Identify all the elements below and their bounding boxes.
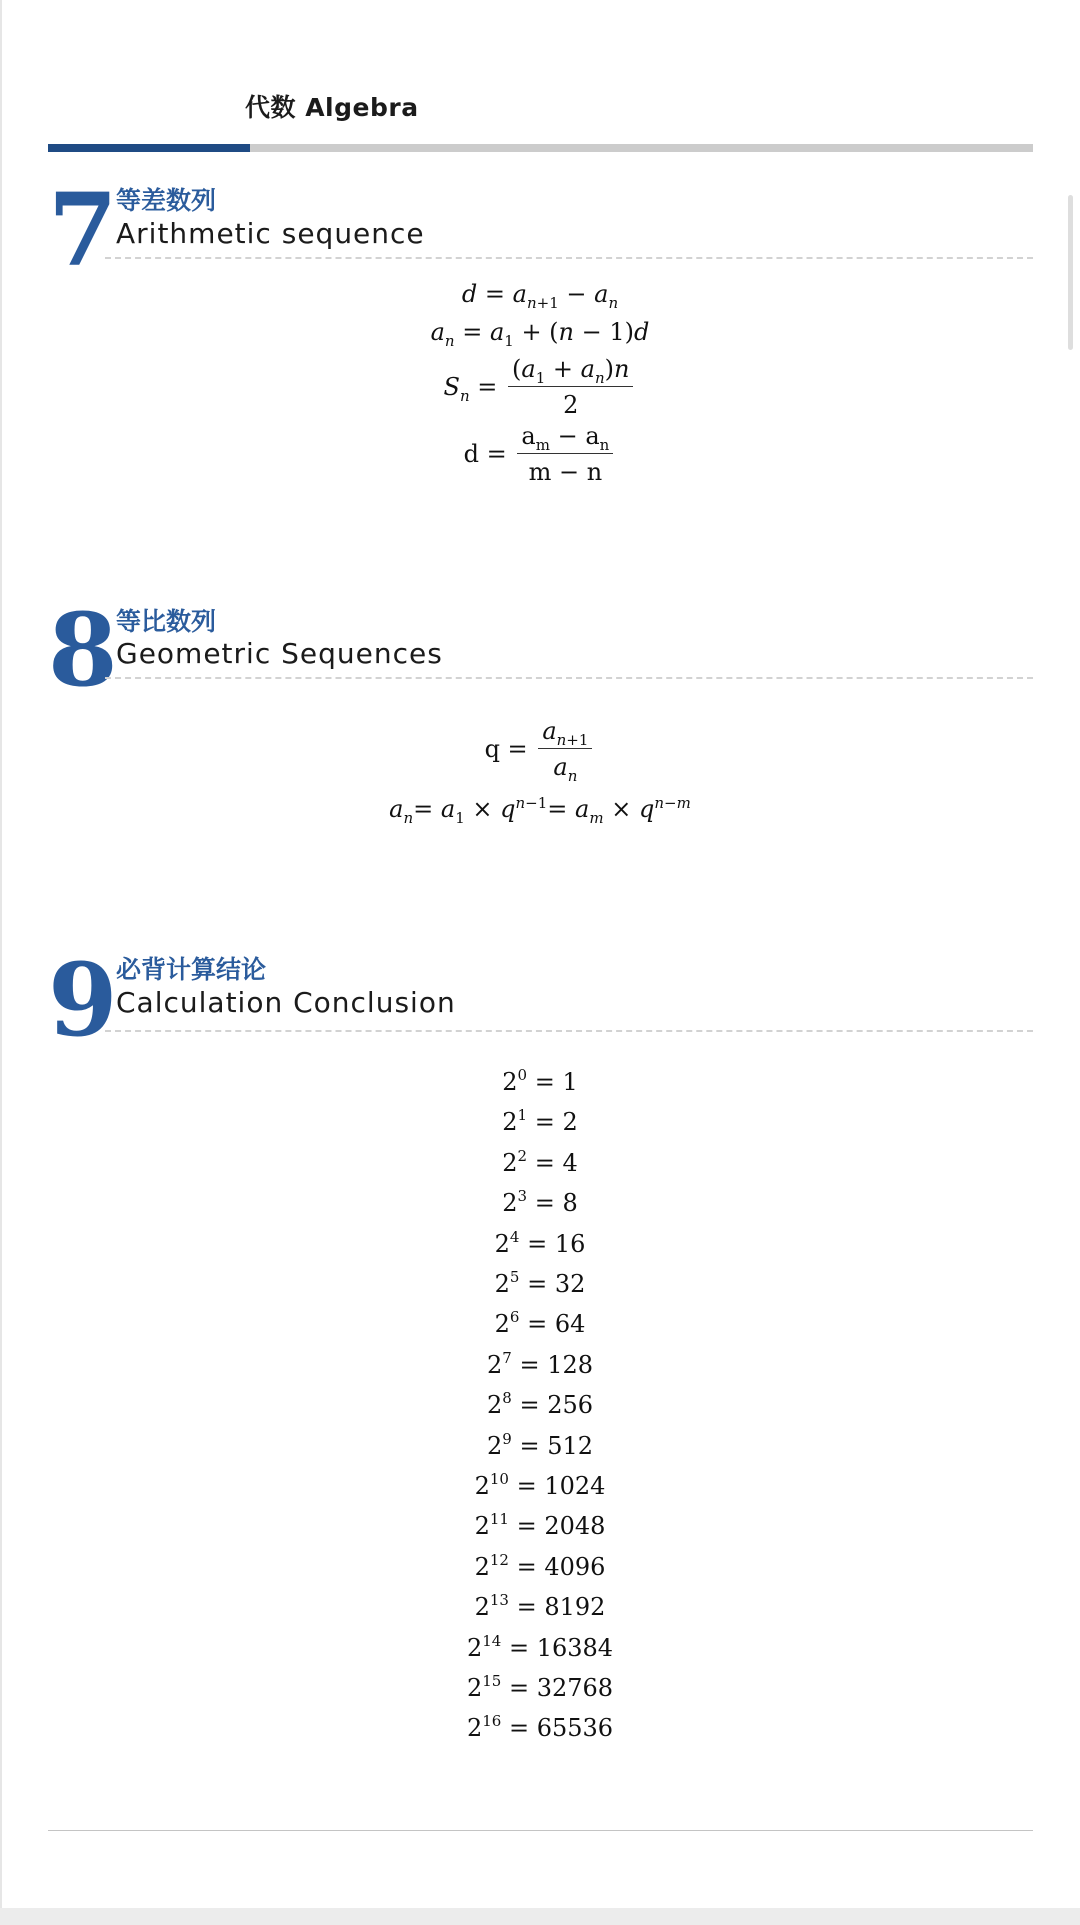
power-value: 4 bbox=[562, 1148, 578, 1177]
equals-sign: = bbox=[501, 1714, 537, 1743]
power-of-two-row bbox=[0, 1631, 1080, 1662]
page-bottom-band bbox=[0, 1908, 1080, 1925]
power-base: 2 bbox=[494, 1270, 510, 1298]
power-base: 2 bbox=[466, 1633, 483, 1662]
power-of-two-row bbox=[0, 1310, 1080, 1338]
page-header-title: 代数 Algebra bbox=[245, 93, 419, 122]
power-base: 2 bbox=[474, 1512, 490, 1541]
equals-sign: = bbox=[519, 1229, 555, 1258]
formula-difference-ratio: d = $\frac{a_m - a_n}{m - n}$ bbox=[0, 422, 1080, 486]
formula-common-ratio: q = $\frac{a_{n+1}}{a_n}$ bbox=[0, 717, 1080, 781]
power-value: 8 bbox=[562, 1189, 578, 1218]
power-of-two-row bbox=[0, 1550, 1080, 1581]
equals-sign: = bbox=[501, 1674, 537, 1702]
power-value: 16 bbox=[554, 1229, 586, 1258]
power-value: 4096 bbox=[544, 1552, 606, 1581]
power-exponent: 1 bbox=[517, 1106, 528, 1125]
power-base: 2 bbox=[474, 1472, 490, 1500]
power-of-two-row bbox=[0, 1189, 1080, 1217]
equals-sign: = bbox=[527, 1148, 563, 1177]
equals-sign: = bbox=[511, 1431, 548, 1460]
power-exponent: 6 bbox=[509, 1308, 520, 1327]
power-of-two-row bbox=[0, 1227, 1080, 1258]
power-exponent: 10 bbox=[489, 1470, 509, 1488]
power-exponent: 5 bbox=[509, 1268, 520, 1286]
power-exponent: 4 bbox=[509, 1227, 520, 1246]
equals-sign: = bbox=[508, 1593, 545, 1622]
power-of-two-row bbox=[0, 1270, 1080, 1298]
section-title-cn: 必背计算结论 bbox=[116, 955, 267, 984]
equals-sign: = bbox=[501, 1633, 537, 1662]
footer-divider bbox=[48, 1830, 1033, 1831]
power-of-two-row bbox=[0, 1472, 1080, 1500]
power-exponent: 11 bbox=[489, 1510, 509, 1529]
section-number: 8 bbox=[48, 591, 118, 709]
section-divider bbox=[105, 677, 1033, 679]
power-base: 2 bbox=[502, 1108, 518, 1137]
power-of-two-row bbox=[0, 1348, 1080, 1379]
equals-sign: = bbox=[511, 1350, 548, 1379]
equals-sign: = bbox=[519, 1270, 555, 1298]
power-of-two-row bbox=[0, 1068, 1080, 1096]
power-exponent: 12 bbox=[489, 1550, 509, 1569]
power-value: 2 bbox=[562, 1108, 578, 1137]
power-of-two-row bbox=[0, 1674, 1080, 1702]
section-title-en: Arithmetic sequence bbox=[116, 217, 425, 250]
power-exponent: 8 bbox=[502, 1389, 512, 1408]
power-base: 2 bbox=[494, 1229, 510, 1258]
section-divider bbox=[105, 1030, 1033, 1032]
formula-sum: $S_n$ = $\frac{(a_1 + a_n)n}{2}$ bbox=[0, 355, 1080, 419]
power-of-two-row bbox=[0, 1512, 1080, 1540]
section-title-cn: 等差数列 bbox=[116, 186, 217, 215]
power-exponent: 14 bbox=[482, 1631, 502, 1650]
power-of-two-row bbox=[0, 1146, 1080, 1177]
section-title-en: Calculation Conclusion bbox=[116, 986, 456, 1019]
power-exponent: 13 bbox=[489, 1591, 509, 1610]
section-title-en: Geometric Sequences bbox=[116, 637, 443, 670]
equals-sign: = bbox=[508, 1552, 545, 1581]
power-base: 2 bbox=[486, 1391, 503, 1420]
power-of-two-row bbox=[0, 1108, 1080, 1136]
header-progress-fill bbox=[48, 144, 250, 152]
section-number: 9 bbox=[48, 941, 118, 1059]
power-exponent: 3 bbox=[517, 1187, 528, 1206]
power-value: 32768 bbox=[536, 1674, 614, 1702]
power-value: 256 bbox=[547, 1391, 593, 1420]
power-of-two-row bbox=[0, 1593, 1080, 1621]
power-base: 2 bbox=[466, 1714, 483, 1743]
equals-sign: = bbox=[527, 1068, 563, 1096]
section-divider bbox=[105, 257, 1033, 259]
power-exponent: 9 bbox=[502, 1429, 512, 1448]
power-of-two-row bbox=[0, 1391, 1080, 1419]
equals-sign: = bbox=[519, 1310, 555, 1339]
power-of-two-row bbox=[0, 1714, 1080, 1742]
power-base: 2 bbox=[474, 1552, 490, 1581]
equals-sign: = bbox=[511, 1391, 548, 1420]
power-base: 2 bbox=[494, 1310, 510, 1339]
power-exponent: 15 bbox=[482, 1672, 502, 1690]
formula-geometric-general-term: $a_n= a_1 \times q^{n-1}= a_m \times q^{n-m}$ bbox=[389, 794, 691, 827]
equals-sign: = bbox=[508, 1512, 545, 1541]
power-exponent: 0 bbox=[517, 1066, 528, 1084]
power-base: 2 bbox=[502, 1189, 518, 1218]
power-value: 1024 bbox=[544, 1472, 606, 1500]
power-value: 32 bbox=[554, 1270, 586, 1298]
power-value: 8192 bbox=[544, 1593, 606, 1622]
equals-sign: = bbox=[508, 1472, 545, 1500]
power-exponent: 16 bbox=[482, 1712, 502, 1731]
power-value: 1 bbox=[562, 1068, 578, 1096]
equals-sign: = bbox=[527, 1108, 563, 1137]
power-exponent: 2 bbox=[517, 1146, 528, 1165]
equals-sign: = bbox=[527, 1189, 563, 1218]
power-exponent: 7 bbox=[502, 1348, 512, 1367]
power-value: 128 bbox=[547, 1350, 593, 1379]
formula-common-difference: $d = a_{n+1} - a_n$ bbox=[461, 280, 619, 312]
power-value: 2048 bbox=[544, 1512, 606, 1541]
power-base: 2 bbox=[486, 1350, 503, 1379]
formula-general-term: $a_n = a_1 + (n - 1)d$ bbox=[430, 318, 650, 350]
section-number: 7 bbox=[48, 171, 118, 289]
power-base: 2 bbox=[502, 1148, 518, 1177]
power-value: 64 bbox=[554, 1310, 586, 1339]
power-value: 16384 bbox=[536, 1633, 614, 1662]
power-base: 2 bbox=[486, 1431, 503, 1460]
power-value: 65536 bbox=[536, 1714, 614, 1743]
power-base: 2 bbox=[474, 1593, 490, 1622]
power-base: 2 bbox=[502, 1068, 518, 1096]
power-value: 512 bbox=[547, 1431, 593, 1460]
power-of-two-row bbox=[0, 1429, 1080, 1460]
section-title-cn: 等比数列 bbox=[116, 607, 217, 636]
power-base: 2 bbox=[466, 1674, 483, 1702]
